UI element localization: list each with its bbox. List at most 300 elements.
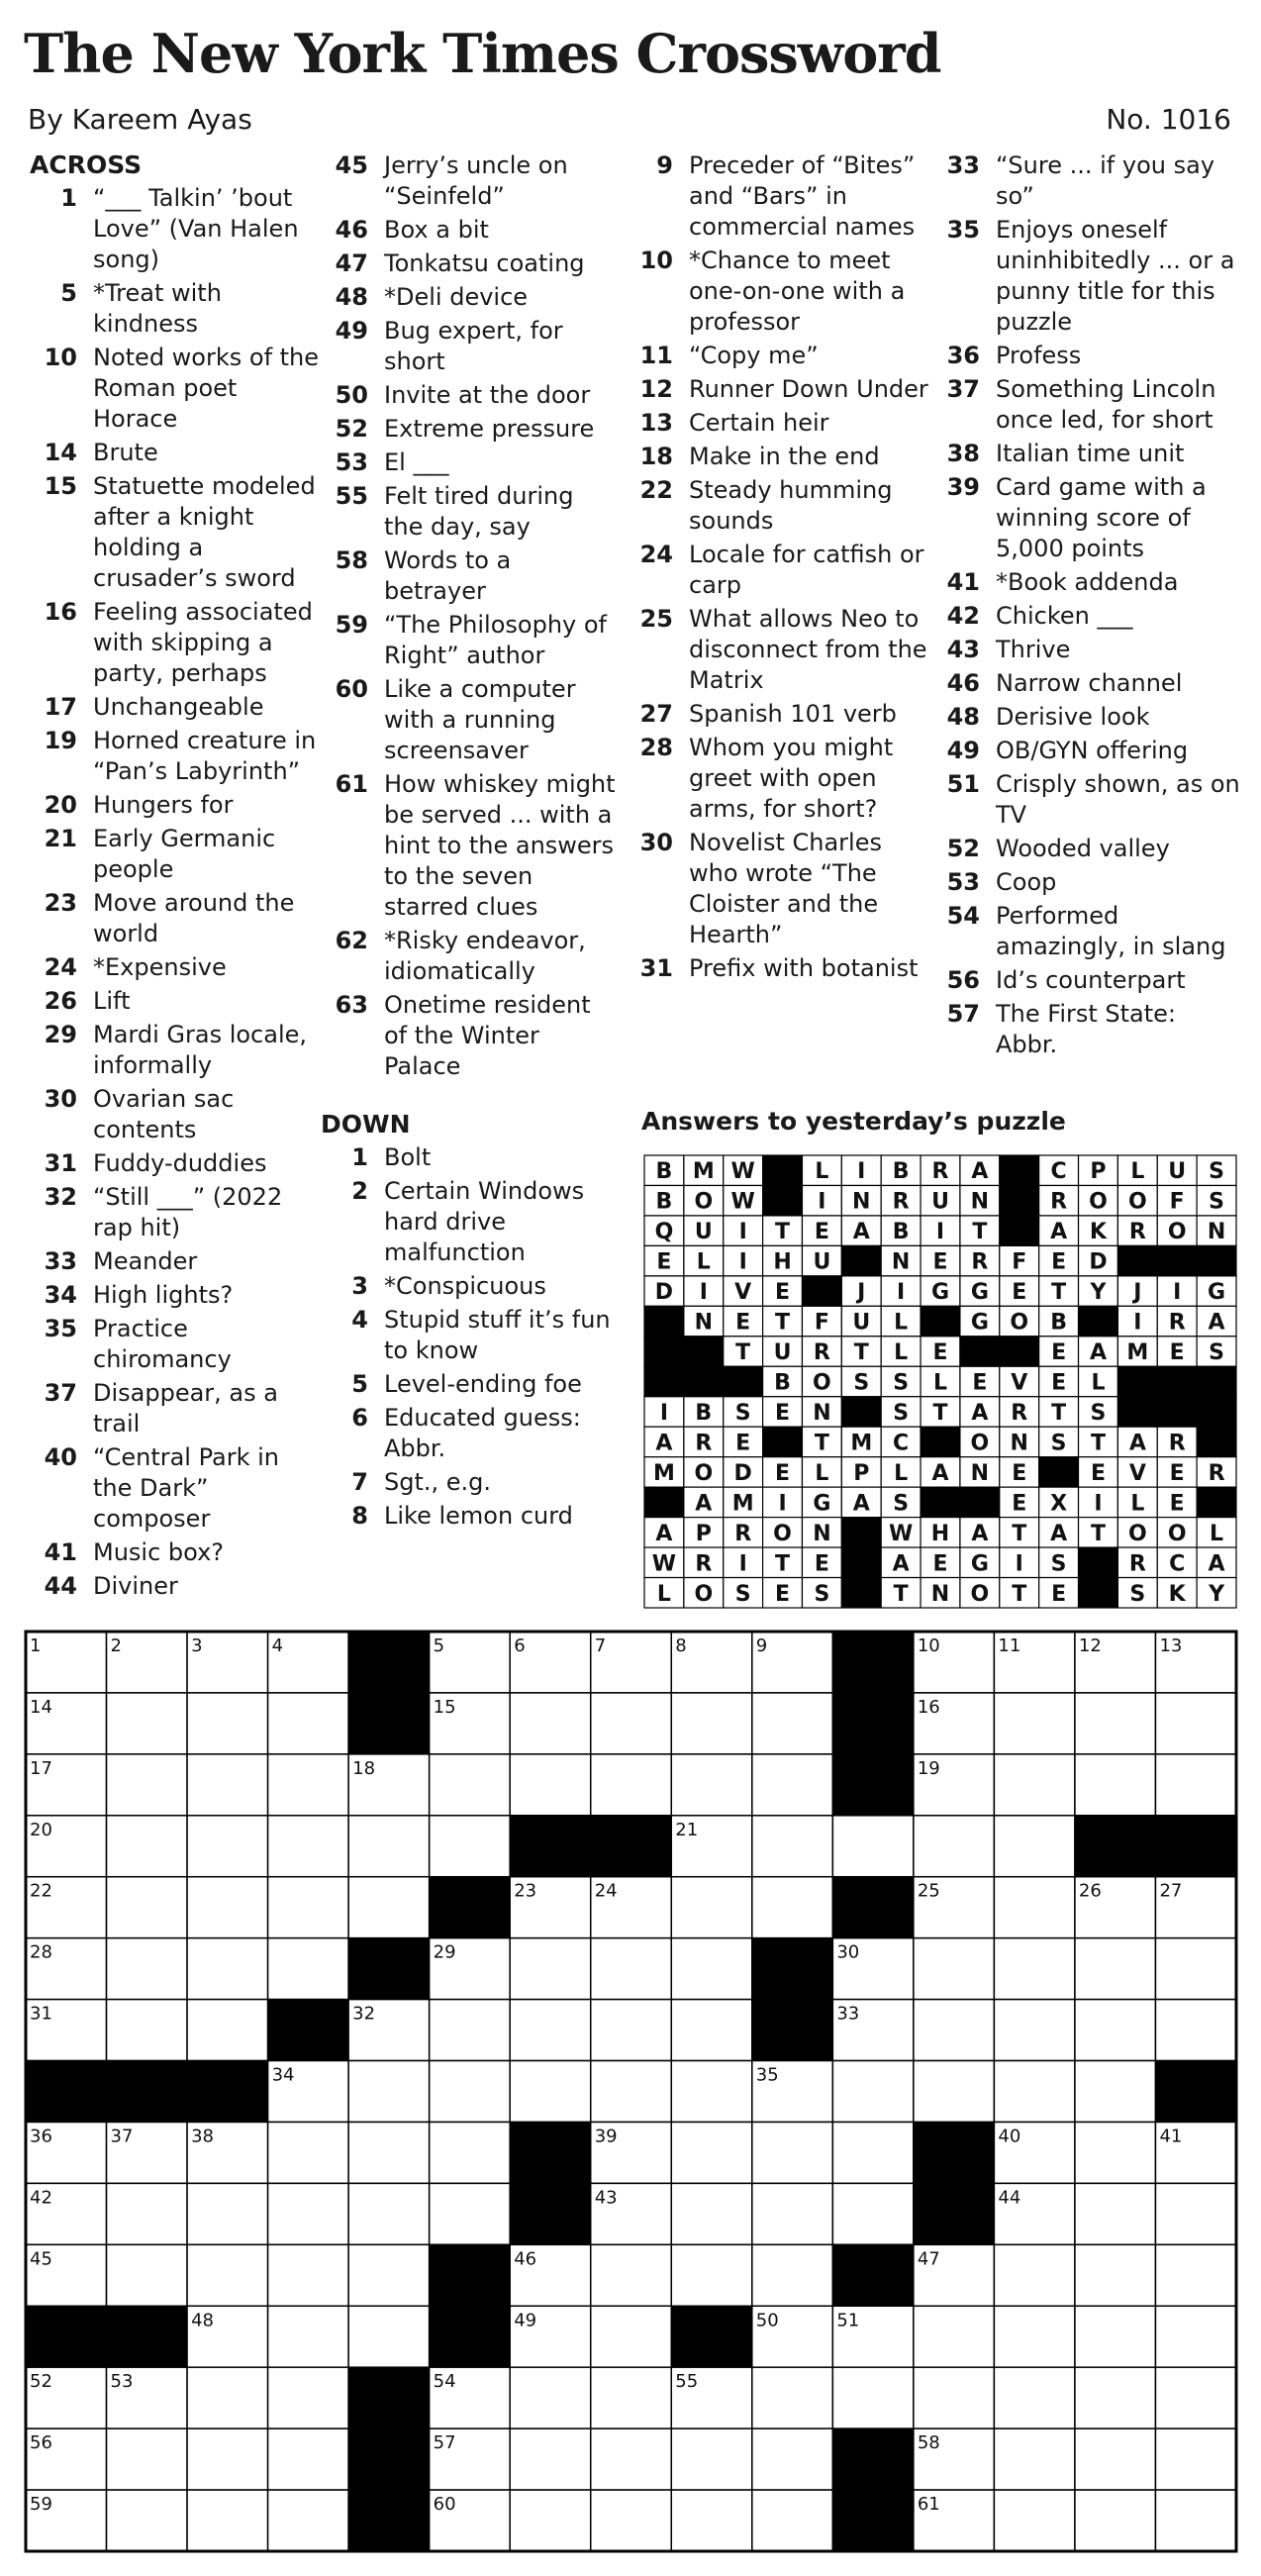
grid-cell[interactable] xyxy=(914,2000,995,2061)
grid-cell[interactable] xyxy=(1075,2490,1156,2551)
grid-cell[interactable] xyxy=(107,2490,188,2551)
grid-cell[interactable] xyxy=(1155,2367,1236,2428)
cell-number: 54 xyxy=(433,2371,456,2393)
grid-cell[interactable] xyxy=(671,1938,752,2000)
grid-cell[interactable] xyxy=(671,2061,752,2123)
clue-text: Educated guess: Abbr. xyxy=(384,1404,581,1462)
grid-cell[interactable] xyxy=(591,2244,672,2306)
answer-letter: E xyxy=(1051,1581,1067,1607)
grid-cell[interactable] xyxy=(187,1693,268,1754)
answer-letter: A xyxy=(695,1491,713,1517)
answer-letter: U xyxy=(1168,1159,1187,1185)
clue-number: 3 xyxy=(351,1272,368,1300)
answer-letter: Y xyxy=(1090,1280,1107,1306)
grid-cell[interactable] xyxy=(268,1938,349,2000)
answer-letter: L xyxy=(894,1340,909,1366)
grid-cell[interactable] xyxy=(671,2428,752,2490)
grid-cell[interactable] xyxy=(430,2061,511,2123)
answer-letter: E xyxy=(972,1370,988,1396)
cell-number: 40 xyxy=(998,2126,1021,2147)
clue-text: Extreme pressure xyxy=(384,415,595,443)
cell-number: 8 xyxy=(675,1635,687,1656)
grid-cell[interactable] xyxy=(187,1754,268,1816)
clue-text: *Expensive xyxy=(93,953,227,981)
answer-letter: R xyxy=(1128,1551,1146,1577)
grid-cell[interactable] xyxy=(994,2244,1075,2306)
grid-cell[interactable] xyxy=(107,2428,188,2490)
answer-letter: W xyxy=(730,1159,755,1185)
clue-number: 56 xyxy=(946,966,980,994)
answer-letter: S xyxy=(1050,1551,1067,1577)
grid-cell[interactable] xyxy=(994,2061,1075,2123)
grid-cell[interactable] xyxy=(268,1754,349,1816)
grid-cell[interactable] xyxy=(671,1754,752,1816)
grid-cell[interactable] xyxy=(510,1754,591,1816)
cell-number: 52 xyxy=(30,2371,52,2393)
grid-cell[interactable] xyxy=(1075,2061,1156,2123)
clue-text: *Conspicuous xyxy=(384,1272,546,1300)
clue-text: What allows Neo to disconnect from the Matrix xyxy=(689,605,927,694)
grid-cell[interactable] xyxy=(187,1816,268,1877)
clue-text: Diviner xyxy=(93,1572,178,1600)
grid-cell[interactable] xyxy=(1155,2428,1236,2490)
answer-letter: G xyxy=(970,1551,989,1577)
cell-number: 2 xyxy=(110,1635,122,1656)
clue-number: 33 xyxy=(946,151,980,179)
cell-number: 41 xyxy=(1159,2126,1183,2147)
grid-cell[interactable] xyxy=(348,2244,430,2306)
grid-cell[interactable] xyxy=(752,1816,833,1877)
answer-letter: L xyxy=(894,1310,909,1336)
grid-cell[interactable] xyxy=(671,2122,752,2183)
answer-letter: E xyxy=(775,1280,791,1306)
grid-cell[interactable] xyxy=(914,2306,995,2367)
black-square xyxy=(832,2428,914,2490)
grid-cell[interactable] xyxy=(107,1754,188,1816)
grid-cell[interactable] xyxy=(510,1938,591,2000)
grid-cell[interactable] xyxy=(1155,2306,1236,2367)
grid-cell[interactable] xyxy=(187,1877,268,1938)
grid-cell[interactable] xyxy=(348,2306,430,2367)
grid-cell[interactable] xyxy=(1075,1693,1156,1754)
answer-letter: M xyxy=(692,1159,715,1185)
black-square xyxy=(914,2122,995,2183)
grid-cell[interactable] xyxy=(268,2490,349,2551)
clue-text: “Still ___” (2022 rap hit) xyxy=(93,1183,283,1241)
answer-letter: O xyxy=(1089,1189,1108,1215)
answer-letter: S xyxy=(814,1581,830,1607)
clue-text: Meander xyxy=(93,1247,198,1275)
cell-number: 9 xyxy=(755,1635,768,1656)
grid-cell[interactable] xyxy=(430,1754,511,1816)
grid-cell[interactable] xyxy=(671,2244,752,2306)
cell-number: 48 xyxy=(191,2310,214,2331)
cell-number: 42 xyxy=(30,2187,52,2209)
answer-letter: D xyxy=(733,1460,752,1486)
grid-cell[interactable] xyxy=(268,1877,349,1938)
grid-cell[interactable] xyxy=(430,2122,511,2183)
answer-letter: R xyxy=(695,1431,713,1456)
black-square xyxy=(832,1632,914,1693)
clue-text: *Book addenda xyxy=(996,568,1179,596)
black-square xyxy=(832,1877,914,1938)
grid-cell[interactable] xyxy=(994,2000,1075,2061)
grid-cell[interactable] xyxy=(671,2490,752,2551)
grid-cell[interactable] xyxy=(187,2000,268,2061)
clue-number: 30 xyxy=(639,829,673,856)
black-square xyxy=(1155,2061,1236,2123)
answer-letter: R xyxy=(1168,1431,1186,1456)
clue-number: 44 xyxy=(44,1572,77,1600)
grid-cell[interactable] xyxy=(1155,2183,1236,2244)
grid-cell[interactable] xyxy=(1155,1754,1236,1816)
answer-letter: R xyxy=(1128,1220,1146,1245)
black-square xyxy=(832,1754,914,1816)
grid-cell[interactable] xyxy=(914,2061,995,2123)
answer-letter: T xyxy=(1051,1280,1067,1306)
clue-number: 43 xyxy=(946,636,980,663)
grid-cell[interactable] xyxy=(348,2122,430,2183)
cell-number: 13 xyxy=(1159,1635,1183,1656)
clue-text: Horned creature in “Pan’s Labyrinth” xyxy=(93,727,317,785)
grid-cell[interactable] xyxy=(591,2061,672,2123)
clue-text: Bug expert, for short xyxy=(384,317,563,375)
grid-cell[interactable] xyxy=(591,2490,672,2551)
grid-cell[interactable] xyxy=(591,2306,672,2367)
grid-cell[interactable] xyxy=(671,1877,752,1938)
grid-cell[interactable] xyxy=(430,1816,511,1877)
cell-number: 31 xyxy=(30,2003,52,2025)
clue-number: 16 xyxy=(44,598,77,626)
cell-number: 7 xyxy=(594,1635,607,1656)
grid-cell[interactable] xyxy=(1075,2000,1156,2061)
grid-cell[interactable] xyxy=(752,2183,833,2244)
grid-cell[interactable] xyxy=(752,1754,833,1816)
grid-cell[interactable] xyxy=(187,2183,268,2244)
grid-cell[interactable] xyxy=(671,2000,752,2061)
grid-cell[interactable] xyxy=(348,2183,430,2244)
grid-cell[interactable] xyxy=(510,2061,591,2123)
answer-letter: S xyxy=(893,1491,910,1517)
black-square xyxy=(832,1693,914,1754)
clue-number: 24 xyxy=(44,953,77,981)
grid-cell[interactable] xyxy=(1075,2122,1156,2183)
answer-letter: U xyxy=(694,1220,713,1245)
answer-letter: F xyxy=(1169,1189,1185,1215)
grid-cell[interactable] xyxy=(430,2000,511,2061)
clue-number: 31 xyxy=(639,954,673,982)
grid-cell[interactable] xyxy=(187,2490,268,2551)
grid-cell[interactable] xyxy=(187,2428,268,2490)
grid-cell[interactable] xyxy=(348,2061,430,2123)
grid-cell[interactable] xyxy=(994,1816,1075,1877)
clue-text: Coop xyxy=(996,868,1057,896)
clue-text: Bolt xyxy=(384,1143,432,1171)
answer-letter: I xyxy=(857,1159,866,1185)
black-square xyxy=(832,2244,914,2306)
cell-number: 28 xyxy=(30,1941,52,1963)
clue-text: Wooded valley xyxy=(996,835,1170,862)
answer-letter: Y xyxy=(1209,1581,1225,1607)
grid-cell[interactable] xyxy=(832,2367,914,2428)
black-square xyxy=(348,2490,430,2551)
clue-text: The First State: Abbr. xyxy=(996,1000,1177,1058)
black-square xyxy=(1075,1816,1156,1877)
grid-cell[interactable] xyxy=(268,2183,349,2244)
grid-cell[interactable] xyxy=(832,2061,914,2123)
grid-cell[interactable] xyxy=(510,1693,591,1754)
answer-letter: R xyxy=(734,1521,752,1546)
answer-letter: C xyxy=(1169,1551,1186,1577)
clue-text: Like lemon curd xyxy=(384,1502,573,1530)
grid-cell[interactable] xyxy=(994,1693,1075,1754)
grid-cell[interactable] xyxy=(591,1754,672,1816)
grid-cell[interactable] xyxy=(348,1816,430,1877)
clue-number: 31 xyxy=(44,1149,77,1177)
grid-cell[interactable] xyxy=(752,1693,833,1754)
clue-text: Whom you might greet with open arms, for short? xyxy=(689,734,894,823)
clue-text: Spanish 101 verb xyxy=(689,700,897,728)
grid-cell[interactable] xyxy=(752,2490,833,2551)
grid-cell[interactable] xyxy=(752,2367,833,2428)
answer-letter: O xyxy=(694,1460,714,1486)
answer-letter: L xyxy=(815,1460,829,1486)
cell-number: 5 xyxy=(433,1635,445,1656)
clue-number: 20 xyxy=(44,791,77,819)
grid-cell[interactable] xyxy=(671,1693,752,1754)
black-square xyxy=(591,1816,672,1877)
answer-letter: N xyxy=(891,1249,911,1275)
clue-text: Early Germanic people xyxy=(93,825,276,883)
cell-number: 11 xyxy=(998,1635,1021,1656)
answer-letter: R xyxy=(695,1551,713,1577)
puzzle-number: No. 1016 xyxy=(1106,103,1231,136)
grid-cell[interactable] xyxy=(994,2306,1075,2367)
clue-text: “Central Park in the Dark” composer xyxy=(93,1443,279,1533)
answer-letter: B xyxy=(892,1159,910,1185)
grid-cell[interactable] xyxy=(268,2428,349,2490)
grid-cell[interactable] xyxy=(832,2183,914,2244)
grid-cell[interactable] xyxy=(268,2244,349,2306)
grid-cell[interactable] xyxy=(994,1938,1075,2000)
cell-number: 44 xyxy=(998,2187,1021,2209)
grid-cell[interactable] xyxy=(832,1816,914,1877)
answer-letter: I xyxy=(659,1400,669,1426)
grid-cell[interactable] xyxy=(107,2244,188,2306)
answer-letter: O xyxy=(1167,1220,1187,1245)
grid-cell[interactable] xyxy=(107,2000,188,2061)
cell-number: 1 xyxy=(30,1635,42,1656)
grid-cell[interactable] xyxy=(510,2490,591,2551)
clue-text: Crisply shown, as on TV xyxy=(996,770,1240,829)
clue-text: Move around the world xyxy=(93,889,295,947)
answer-letter: E xyxy=(1012,1460,1027,1486)
grid-cell[interactable] xyxy=(752,1877,833,1938)
answer-letter: N xyxy=(813,1521,831,1546)
answer-letter: A xyxy=(931,1460,949,1486)
clue-number: 61 xyxy=(335,770,368,798)
grid-cell[interactable] xyxy=(348,1877,430,1938)
cell-number: 39 xyxy=(594,2126,618,2147)
cell-number: 47 xyxy=(917,2248,940,2270)
cell-number: 25 xyxy=(917,1880,940,1902)
grid-cell[interactable] xyxy=(107,1877,188,1938)
grid-cell[interactable] xyxy=(107,1693,188,1754)
cell-number: 16 xyxy=(917,1696,940,1718)
clue-number: 26 xyxy=(44,987,77,1015)
clue-number: 41 xyxy=(44,1538,77,1566)
answer-letter: E xyxy=(1051,1249,1067,1275)
grid-cell[interactable] xyxy=(107,1816,188,1877)
clue-number: 63 xyxy=(335,991,368,1019)
grid-cell[interactable] xyxy=(994,1754,1075,1816)
grid-cell[interactable] xyxy=(1075,1938,1156,2000)
answer-letter: T xyxy=(972,1220,988,1245)
grid-cell[interactable] xyxy=(1075,2183,1156,2244)
clue-number: 10 xyxy=(44,344,77,371)
cell-number: 27 xyxy=(1159,1880,1183,1902)
grid-cell[interactable] xyxy=(268,1693,349,1754)
cell-number: 33 xyxy=(836,2003,860,2025)
grid-cell[interactable] xyxy=(671,2183,752,2244)
grid-cell[interactable] xyxy=(994,2367,1075,2428)
cell-number: 37 xyxy=(110,2126,134,2147)
clue-text: Certain heir xyxy=(689,409,829,437)
black-square xyxy=(26,2061,107,2123)
answer-letter: O xyxy=(694,1189,714,1215)
clue-number: 58 xyxy=(335,546,368,574)
answer-letter: I xyxy=(699,1280,708,1306)
clue-text: Profess xyxy=(996,342,1082,369)
answer-letter: D xyxy=(654,1280,674,1306)
grid-cell[interactable] xyxy=(1155,1693,1236,1754)
clue-number: 9 xyxy=(656,151,673,179)
answer-letter: I xyxy=(818,1189,826,1215)
answer-letter: I xyxy=(1173,1280,1182,1306)
answer-letter: S xyxy=(1050,1431,1067,1456)
cell-number: 36 xyxy=(30,2126,52,2147)
answer-letter: U xyxy=(813,1249,831,1275)
clue-text: Brute xyxy=(93,439,158,466)
clue-number: 35 xyxy=(44,1315,77,1342)
black-square xyxy=(671,2306,752,2367)
grid-cell[interactable] xyxy=(430,2183,511,2244)
grid-cell[interactable] xyxy=(832,2122,914,2183)
grid-cell[interactable] xyxy=(752,2244,833,2306)
grid-cell[interactable] xyxy=(1155,2244,1236,2306)
clue-number: 2 xyxy=(351,1177,368,1205)
grid-cell[interactable] xyxy=(1075,2244,1156,2306)
grid-cell[interactable] xyxy=(1075,1754,1156,1816)
grid-cell[interactable] xyxy=(1075,2306,1156,2367)
clue-number: 53 xyxy=(946,868,980,896)
clue-text: Chicken ___ xyxy=(996,602,1133,630)
grid-cell[interactable] xyxy=(994,2490,1075,2551)
cell-number: 14 xyxy=(30,1696,52,1718)
grid-cell[interactable] xyxy=(187,2244,268,2306)
answer-letter: E xyxy=(1051,1340,1067,1366)
grid-cell[interactable] xyxy=(591,2428,672,2490)
clue-text: Lift xyxy=(93,987,131,1015)
grid-cell[interactable] xyxy=(591,1693,672,1754)
grid-cell[interactable] xyxy=(187,2367,268,2428)
grid-cell[interactable] xyxy=(914,1816,995,1877)
clue-text: *Risky endeavor, idiomatically xyxy=(384,927,586,985)
answer-letter: F xyxy=(1012,1249,1027,1275)
grid-cell[interactable] xyxy=(752,2122,833,2183)
grid-cell[interactable] xyxy=(914,1938,995,2000)
grid-cell[interactable] xyxy=(591,1938,672,2000)
answer-letter: B xyxy=(655,1189,673,1215)
cell-number: 38 xyxy=(191,2126,214,2147)
answer-letter: L xyxy=(894,1460,909,1486)
grid-cell[interactable] xyxy=(107,2183,188,2244)
answer-letter: E xyxy=(1090,1460,1106,1486)
answer-letter: M xyxy=(850,1431,873,1456)
answer-letter: A xyxy=(1128,1431,1146,1456)
grid-cell[interactable] xyxy=(1155,2000,1236,2061)
clue-text: *Chance to meet one-on-one with a professor xyxy=(689,247,906,336)
grid-cell[interactable] xyxy=(994,1877,1075,1938)
clue-text: Like a computer with a running screensaver xyxy=(384,675,576,764)
grid-cell[interactable] xyxy=(268,1816,349,1877)
grid-cell[interactable] xyxy=(591,2367,672,2428)
grid-cell[interactable] xyxy=(268,2306,349,2367)
black-square xyxy=(348,1693,430,1754)
grid-cell[interactable] xyxy=(1155,2490,1236,2551)
answer-letter: K xyxy=(1089,1220,1107,1245)
black-square xyxy=(107,2061,188,2123)
grid-cell[interactable] xyxy=(268,2367,349,2428)
grid-cell[interactable] xyxy=(591,2000,672,2061)
answer-letter: N xyxy=(694,1310,714,1336)
answer-letter: N xyxy=(970,1460,990,1486)
grid-cell[interactable] xyxy=(510,2428,591,2490)
clue-number: 47 xyxy=(335,249,368,277)
cell-number: 50 xyxy=(755,2310,779,2331)
answer-letter: S xyxy=(893,1400,910,1426)
clue-number: 12 xyxy=(639,375,673,403)
grid-cell[interactable] xyxy=(510,2000,591,2061)
black-square xyxy=(510,2122,591,2183)
clue-number: 6 xyxy=(351,1404,368,1432)
black-square xyxy=(752,2000,833,2061)
grid-cell[interactable] xyxy=(752,2428,833,2490)
grid-cell[interactable] xyxy=(268,2122,349,2183)
answer-letter: A xyxy=(655,1521,673,1546)
grid-cell[interactable] xyxy=(1155,1938,1236,2000)
answer-letter: B xyxy=(892,1220,910,1245)
grid-cell[interactable] xyxy=(914,2367,995,2428)
answer-letter: L xyxy=(696,1249,711,1275)
answer-letter: H xyxy=(773,1249,792,1275)
clue-text: Derisive look xyxy=(996,703,1150,731)
clue-number: 40 xyxy=(44,1443,77,1471)
grid-cell[interactable] xyxy=(510,2367,591,2428)
clue-text: Narrow channel xyxy=(996,669,1183,697)
grid-cell[interactable] xyxy=(994,2428,1075,2490)
answer-letter: E xyxy=(1012,1491,1027,1517)
grid-cell[interactable] xyxy=(1075,2428,1156,2490)
answer-letter: J xyxy=(1133,1280,1142,1306)
grid-cell[interactable] xyxy=(187,1938,268,2000)
answer-letter: I xyxy=(1133,1310,1142,1336)
grid-cell[interactable] xyxy=(107,1938,188,2000)
answer-letter: O xyxy=(1010,1310,1029,1336)
clue-text: Locale for catfish or carp xyxy=(689,541,924,599)
grid-cell[interactable] xyxy=(1075,2367,1156,2428)
clue-number: 37 xyxy=(946,375,980,403)
